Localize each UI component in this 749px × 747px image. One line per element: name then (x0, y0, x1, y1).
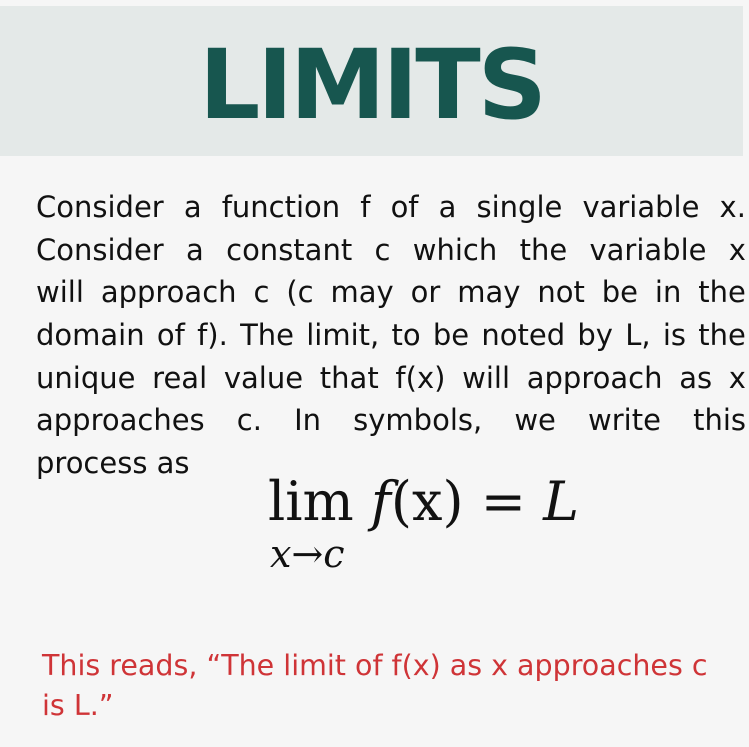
word: to (391, 318, 421, 353)
word: noted (481, 318, 566, 353)
word: this (693, 403, 746, 438)
reading-line-2: is L.” (42, 689, 114, 722)
word: c (374, 232, 391, 267)
paragraph-line-5 (36, 357, 746, 400)
word: approaches (36, 403, 205, 438)
word: be (601, 275, 638, 310)
word: limit, (306, 318, 380, 353)
word: which (412, 232, 498, 267)
word: constant (226, 232, 353, 267)
word: the (698, 275, 746, 310)
word: f(x) (395, 360, 446, 395)
word: may (457, 275, 521, 310)
word: the (519, 232, 568, 267)
word: In (294, 403, 322, 438)
word: in (654, 275, 682, 310)
paragraph-line-3 (36, 271, 746, 314)
paragraph-line-7: process as (36, 446, 190, 481)
word: unique (36, 360, 136, 395)
word: the (698, 318, 746, 353)
word: function (221, 190, 341, 224)
paragraph-line-6 (36, 399, 746, 442)
paragraph-line-4 (36, 314, 746, 357)
word: x. (719, 190, 746, 224)
limit-formula (268, 470, 579, 574)
word: f (360, 190, 371, 224)
word: will (36, 275, 84, 310)
paragraph-line-2 (36, 229, 746, 272)
word: that (319, 360, 379, 395)
formula-subscript: x→c (270, 532, 345, 576)
word: f). (197, 318, 228, 353)
formula-equals: = (480, 470, 526, 533)
word: a (183, 190, 202, 224)
word: be (432, 318, 470, 353)
word: is (662, 318, 687, 353)
formula-result: L (543, 470, 579, 533)
word: of (390, 190, 419, 224)
word: or (410, 275, 441, 310)
page-title: LIMITS (199, 29, 544, 141)
word: (c (286, 275, 314, 310)
word: by (577, 318, 613, 353)
word: x (728, 360, 746, 395)
word: value (223, 360, 304, 395)
word: The (240, 318, 294, 353)
word: a (438, 190, 457, 224)
word: will (462, 360, 511, 395)
word: Consider (36, 232, 164, 267)
word: real (152, 360, 208, 395)
word: variable (582, 190, 700, 224)
definition-paragraph (36, 186, 746, 485)
paragraph-line-1 (36, 186, 746, 229)
word: symbols, (353, 403, 483, 438)
word: approach (100, 275, 237, 310)
formula-reading (42, 646, 747, 726)
word: not (537, 275, 585, 310)
word: domain (36, 318, 145, 353)
reading-line-1: This reads, “The limit of f(x) as x approaches c (42, 649, 708, 682)
word: a (186, 232, 204, 267)
word: c (253, 275, 270, 310)
word: x (728, 232, 746, 267)
formula-function: f (370, 470, 391, 533)
word: c. (236, 403, 262, 438)
word: write (588, 403, 661, 438)
formula-lim: lim (268, 470, 354, 533)
title-banner (0, 6, 743, 156)
word: approach (526, 360, 663, 395)
word: single (476, 190, 563, 224)
formula-argument: (x) (390, 470, 464, 533)
word: variable (589, 232, 707, 267)
word: may (330, 275, 394, 310)
word: Consider (36, 190, 164, 224)
word: as (679, 360, 713, 395)
word: L, (625, 318, 651, 353)
word: we (514, 403, 556, 438)
word: of (156, 318, 185, 353)
